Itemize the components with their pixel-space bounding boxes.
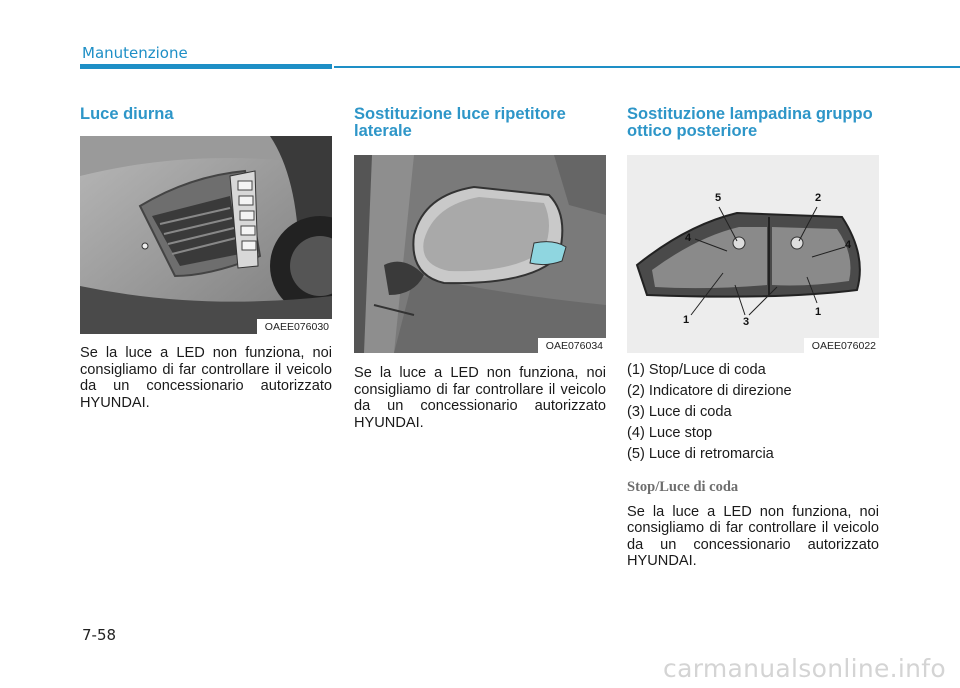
header-rule-thick [80,64,332,69]
header-rule-thin [334,66,960,68]
callout-2: 2 [815,192,822,204]
callout-4: 4 [685,232,692,244]
bumper-drl-illustration [80,136,332,334]
body-text: Se la luce a LED non funziona, noi consigliamo di far controllare il veicolo da un concessionario autorizzato HYUNDAI. [354,365,606,431]
figure-rear-combination-lamp [627,155,879,353]
legend-item: (4) Luce stop [627,425,713,441]
legend [627,362,879,463]
subheading-stop-tail: Stop/Luce di coda [627,478,739,495]
section-title: Manutenzione [82,44,188,62]
legend-item: (5) Luce di retromarcia [627,446,774,462]
column-rear-combination-lamp [627,106,879,570]
body-text: Se la luce a LED non funziona, noi consigliamo di far controllare il veicolo da un concessionario autorizzato HYUNDAI. [627,503,879,569]
callout-3: 3 [743,316,750,328]
page-number: 7-58 [82,626,117,644]
side-mirror-illustration [354,155,606,353]
legend-item: (1) Stop/Luce di coda [627,362,766,378]
legend-item: (3) Luce di coda [627,404,732,420]
figure-code: OAEE076022 [804,338,879,353]
callout-1: 1 [683,314,690,326]
heading-rear-combination-lamp: Sostituzione lampadina gruppo ottico posteriore [627,105,873,140]
heading-daytime-light: Luce diurna [80,105,174,123]
watermark: carmanualsonline.info [663,654,946,683]
callout-4: 4 [845,239,852,251]
figure-code: OAEE076030 [257,319,332,334]
heading-side-repeater: Sostituzione luce ripetitore laterale [354,105,566,140]
legend-item: (2) Indicatore di direzione [627,383,792,399]
figure-side-repeater [354,155,606,353]
figure-code: OAE076034 [538,338,606,353]
tail-lamp-illustration [627,155,879,353]
body-text: Se la luce a LED non funziona, noi consigliamo di far controllare il veicolo da un concessionario autorizzato HYUNDAI. [80,345,332,411]
callout-1: 1 [815,306,822,318]
figure-daytime-light [80,136,332,334]
callout-5: 5 [715,192,722,204]
column-daytime-light [80,106,332,411]
column-side-repeater [354,106,606,431]
